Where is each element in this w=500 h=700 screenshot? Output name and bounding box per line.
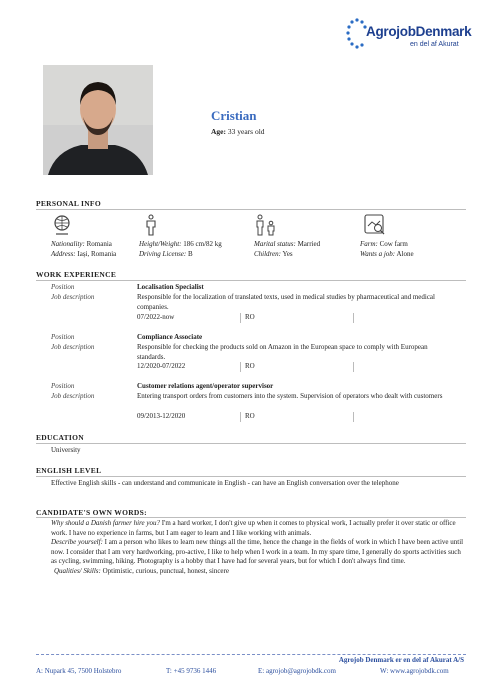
work-experience-heading: WORK EXPERIENCE <box>36 270 117 279</box>
why-label: Why should a Danish farmer hire you? <box>51 519 161 527</box>
job-location: RO <box>240 362 354 372</box>
describe-label: Describe yourself: <box>51 538 103 547</box>
why-text: I'm a hard worker, I don't give up when it comes to physical work, I actually prefer it over static or office work. I have no experience in farms, but I am eager to learn and I like working with animals. <box>51 519 456 537</box>
farm-wants-block <box>360 239 470 259</box>
height-weight-value: 186 cm/82 kg <box>181 240 222 248</box>
job-description: Responsible for checking the products sold on Amazon in the European space to comply with European standards. <box>137 343 428 361</box>
farm-label: Farm: <box>360 240 378 248</box>
footer-company: Agrojob Denmark er en del af Akurat A/S <box>338 656 464 664</box>
position-label: Position <box>51 333 75 341</box>
footer-email[interactable]: E: agrojob@agrojobdk.com <box>258 667 336 675</box>
english-level-heading: ENGLISH LEVEL <box>36 466 102 475</box>
nationality-label: Nationality: <box>51 240 85 248</box>
divider <box>36 280 466 281</box>
education-heading: EDUCATION <box>36 433 84 442</box>
candidate-photo <box>43 65 153 175</box>
job-description-label: Job description <box>51 293 95 301</box>
nationality-value: Romania <box>84 240 112 248</box>
job-title: Compliance Associate <box>137 333 203 341</box>
job-description-label: Job description <box>51 392 95 400</box>
qualities-label: Qualities/ Skills: <box>54 566 101 575</box>
age-label: Age: <box>211 127 226 136</box>
height-license-block <box>139 239 249 259</box>
job-description-label: Job description <box>51 343 95 351</box>
children-label: Children: <box>254 250 281 258</box>
job-dates: 12/2020-07/2022 <box>137 362 186 370</box>
qualities-text: Optimistic, curious, punctual, honest, sincere <box>100 566 229 575</box>
logo-subtitle: en del af Akurat <box>410 41 459 48</box>
candidate-words-text <box>51 519 466 577</box>
personal-info-heading: PERSONAL INFO <box>36 199 101 208</box>
position-label: Position <box>51 382 75 390</box>
education-value: University <box>51 446 81 454</box>
divider <box>36 443 466 444</box>
family-icon <box>254 214 278 236</box>
job-description: Entering transport orders from customers into the system. Supervision of operators who dealt with customers <box>137 392 443 400</box>
job-dates: 09/2013-12/2020 <box>137 412 186 420</box>
english-level-value: Effective English skills - can understand and communicate in English - can have an English conversation over the telephone <box>51 479 399 487</box>
divider <box>36 476 466 477</box>
divider <box>36 209 466 210</box>
globe-pin-icon <box>52 214 72 236</box>
candidate-words-heading: CANDIDATE'S OWN WORDS: <box>36 508 147 517</box>
describe-text: I am a person who likes to learn new things all the time, hence the change in the fields of work in which I have been active until now. I consider that I am very hardworking, pro-active, I like to help when I work in a team. In my spare time, I generally do sports activities such as cycling, swimming, hiking. Photography is a hobby that I have had for several years, but for which I don't always find time. <box>51 538 464 566</box>
job-description: Responsible for the localization of translated texts, used in medical studies by pharmaceutical and medical companies. <box>137 293 435 311</box>
star-circle-icon <box>346 16 368 56</box>
address-label: Address: <box>51 250 76 258</box>
position-label: Position <box>51 283 75 291</box>
candidate-name: Cristian <box>211 108 257 123</box>
footer-phone: T: +45 9736 1446 <box>166 667 217 675</box>
company-logo <box>346 16 472 56</box>
marital-value: Married <box>295 240 321 248</box>
license-label: Driving License: <box>139 250 187 258</box>
job-title: Customer relations agent/operator supervisor <box>137 382 274 390</box>
person-photo-icon <box>43 65 153 175</box>
marital-label: Marital status: <box>254 240 296 248</box>
children-value: Yes <box>280 250 293 258</box>
person-height-icon <box>141 214 161 236</box>
candidate-age <box>211 127 265 136</box>
wants-label: Wants a job: <box>360 250 396 258</box>
logo-name: AgrojobDenmark <box>366 24 472 39</box>
job-title: Localisation Specialist <box>137 283 204 291</box>
footer-website[interactable]: W: www.agrojobdk.com <box>380 667 449 675</box>
farm-value: Cow farm <box>377 240 408 248</box>
job-dates: 07/2022-now <box>137 313 175 321</box>
footer-divider <box>36 654 466 655</box>
job-location: RO <box>240 412 354 422</box>
marital-children-block <box>254 239 364 259</box>
license-value: B <box>186 250 193 258</box>
height-weight-label: Height/Weight: <box>139 240 182 248</box>
wants-value: Alone <box>395 250 414 258</box>
farm-search-icon <box>364 214 386 236</box>
age-value: 33 years old <box>226 127 265 136</box>
divider <box>36 517 466 518</box>
address-value: Iași, Romania <box>75 250 117 258</box>
footer-address: A: Nupark 45, 7500 Holstebro <box>36 667 122 675</box>
job-location: RO <box>240 313 354 323</box>
